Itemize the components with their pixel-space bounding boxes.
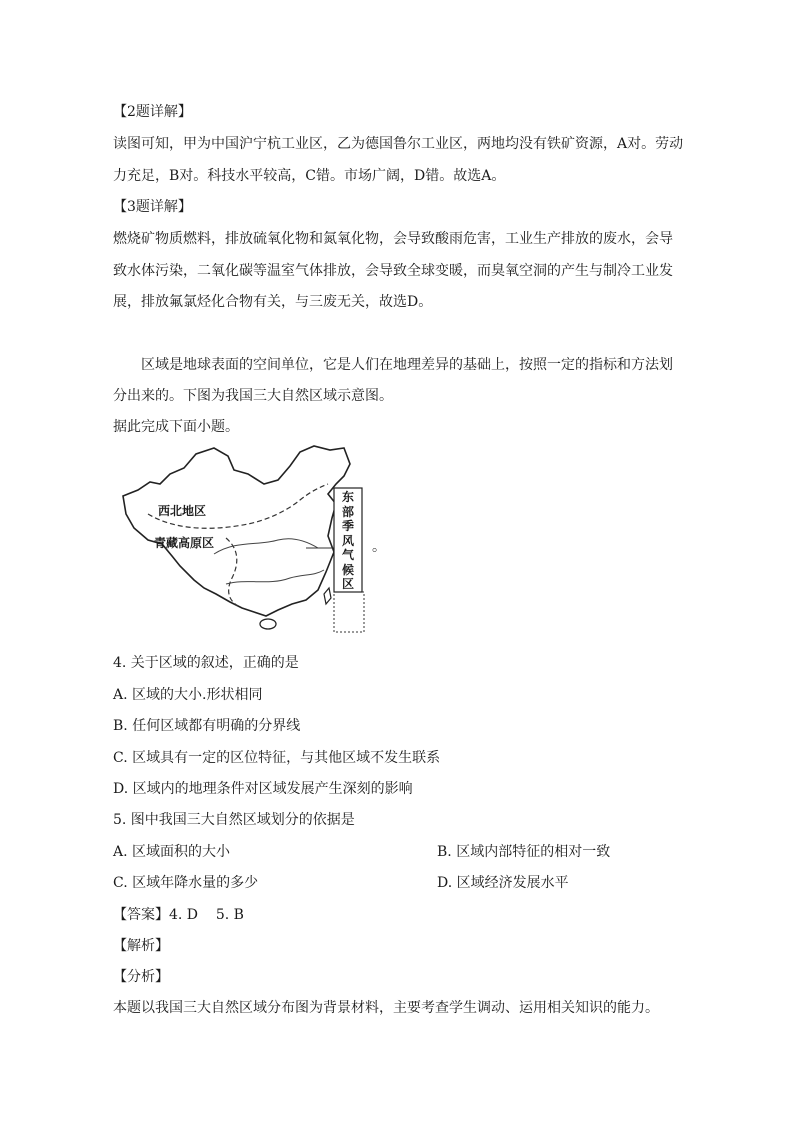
hainan-island [260,619,276,629]
q5-option-b: B. 区域内部特征的相对一致 [437,844,611,860]
q5-option-c: C. 区域年降水量的多少 [113,875,259,891]
label-east-char: 候 [341,562,354,577]
q5-option-a: A. 区域面积的大小 [113,844,231,860]
q4-option-a: A. 区域的大小.形状相同 [113,687,263,703]
intro-line2: 分出来的。下图为我国三大自然区域示意图。 [113,388,393,404]
label-east-char: 风 [341,533,354,548]
fenxi-text: 本题以我国三大自然区域分布图为背景材料，主要考查学生调动、运用相关知识的能力。 [113,1000,659,1016]
answer-line: 【答案】4. D 5. B [113,907,244,923]
label-east-char: 区 [341,577,354,591]
sec3-line3: 展，排放氟氯烃化合物有关，与三废无关，故选D。 [113,294,433,310]
q4-option-d: D. 区域内的地理条件对区域发展产生深刻的影响 [113,781,413,797]
sec3-line2: 致水体污染，二氧化碳等温室气体排放，会导致全球变暖，而臭氧空洞的产生与制冷工业发 [113,263,673,279]
label-east-monsoon [337,490,359,592]
fenxi-header: 【分析】 [113,969,169,985]
river-yangtze [226,570,324,584]
analysis-header: 【解析】 [113,938,169,954]
q5-stem: 5. 图中我国三大自然区域划分的依据是 [113,812,355,828]
label-northwest: 西北地区 [158,504,207,518]
q4-stem: 4. 关于区域的叙述，正确的是 [113,655,299,671]
china-outline [123,446,350,616]
sec2-header: 【2题详解】 [113,104,192,120]
taiwan-island [324,588,331,604]
sec3-header: 【3题详解】 [113,199,192,215]
label-qinghai-tibet: 青藏高原区 [154,536,215,550]
q4-option-c: C. 区域具有一定的区位特征，与其他区域不发生联系 [113,750,441,766]
map-circle-mark: 。 [372,539,386,555]
intro-line3: 据此完成下面小题。 [113,419,239,435]
sec2-line2: 力充足，B对。科技水平较高，C错。市场广阔，D错。故选A。 [113,168,506,184]
sec3-line1: 燃烧矿物质燃料，排放硫氧化物和氮氧化物，会导致酸雨危害，工业生产排放的废水，会导 [113,231,673,247]
label-east-char: 季 [341,519,354,533]
label-east-char: 气 [341,548,354,562]
q5-option-d: D. 区域经济发展水平 [437,875,569,891]
china-regions-map [118,444,368,634]
label-east-char: 东 [341,490,354,504]
intro-line1: 区域是地球表面的空间单位，它是人们在地理差异的基础上，按照一定的指标和方法划 [141,357,673,373]
q4-option-b: B. 任何区域都有明确的分界线 [113,718,301,734]
south-sea-inset [334,592,364,632]
label-east-char: 部 [341,504,354,519]
sec2-line1: 读图可知，甲为中国沪宁杭工业区，乙为德国鲁尔工业区，两地均没有铁矿资源，A对。劳动 [113,136,684,152]
qz-region-boundary [226,538,238,606]
